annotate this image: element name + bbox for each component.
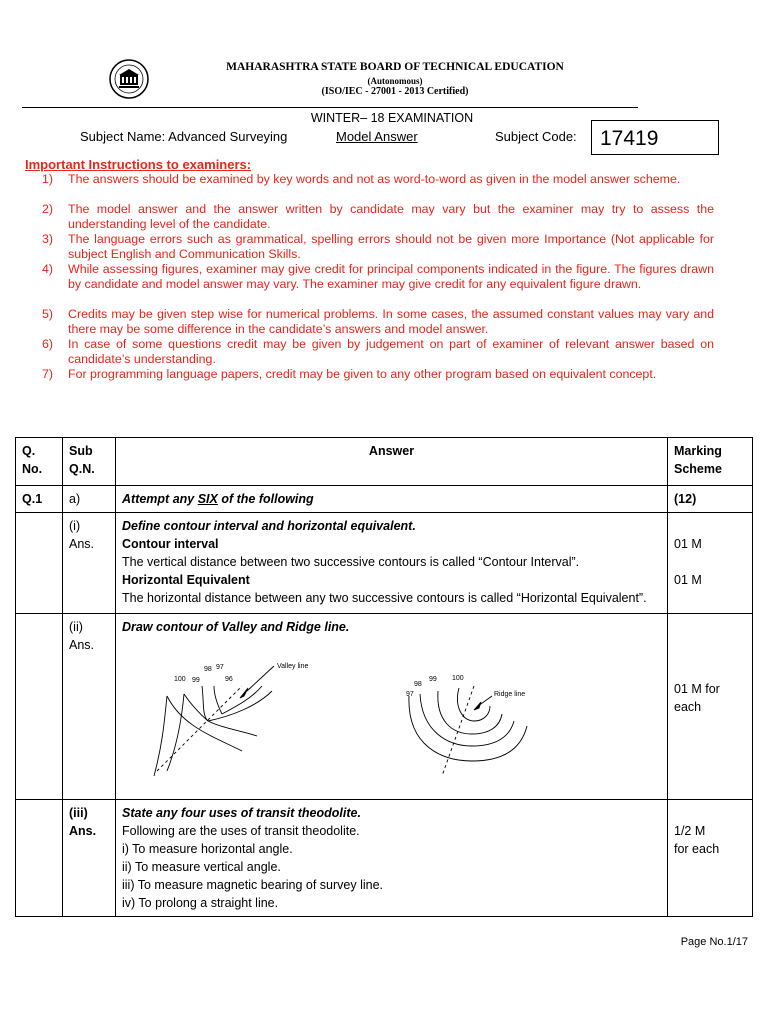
table-header-row [16,438,753,486]
header-text: Scheme [674,462,722,476]
iso-certification: (ISO/IEC - 27001 - 2013 Certified) [321,86,469,97]
answer-cell [116,614,668,800]
answer-header: Answer [116,438,668,486]
contour-line [208,691,272,721]
instruction-number: 4) [42,262,54,276]
instruction-item [42,337,714,367]
board-name: MAHARASHTRA STATE BOARD OF TECHNICAL EDUCATION [226,61,564,73]
instruction-emphasis: SIX [197,492,218,506]
instruction-item [42,232,714,262]
contour-label: 98 [414,681,422,688]
answer-cell [116,800,668,917]
table-row [16,513,753,614]
instruction-text: The answers should be examined by key words and not as word-to-word as given in the model answer scheme. [68,172,681,186]
instruction-number: 5) [42,307,54,321]
contour-label: 100 [452,675,464,682]
page-number: Page No.1/17 [680,936,748,948]
contour-line [457,688,490,721]
instruction-item [42,172,714,187]
instruction-item [42,367,714,382]
list-item: i) To measure horizontal angle. [122,842,293,856]
subject-code-label: Subject Code: [495,129,577,144]
header-text: Marking [674,444,722,458]
arrow-head [474,702,481,710]
instruction-number: 3) [42,232,54,246]
question-instruction [116,486,668,513]
mark-value: 01 M [674,537,702,551]
term-heading: Horizontal Equivalent [122,573,250,587]
sub-question [63,800,116,917]
sub-question [63,614,116,800]
contour-label: 97 [216,664,224,671]
valley-line-label: Valley line [277,663,309,670]
arrow-head [240,688,248,698]
term-heading: Contour interval [122,537,219,551]
instruction-text: The model answer and the answer written by candidate may vary but the examiner may try to assess the understanding level of the candidate. [68,202,714,231]
question-number [16,614,63,800]
instruction-text: For programming language papers, credit may be given to any other program based on equivalent concept. [68,367,657,381]
instruction-number: 6) [42,337,54,351]
mark-value: 1/2 M [674,824,706,838]
contour-figures [122,636,682,786]
answer-cell [116,513,668,614]
question-number [16,513,63,614]
valley-contour-figure [154,666,274,776]
list-item: iv) To prolong a straight line. [122,896,279,910]
intro-text: Following are the uses of transit theodolite. [122,824,360,838]
instruction-number: 2) [42,202,54,216]
instruction-item [42,262,714,292]
contour-label: 99 [429,676,437,683]
marks: (12) [668,486,753,513]
ans-label: Ans. [69,638,95,652]
instruction-number: 1) [42,172,54,186]
q-no-header [16,438,63,486]
instruction-item [42,202,714,232]
contour-line [154,696,167,776]
list-item: iii) To measure magnetic bearing of survey line. [122,878,384,892]
definition-text: The vertical distance between two successive contours is called “Contour Interval”. [122,555,580,569]
subject-name: Subject Name: Advanced Surveying [80,129,288,144]
question-number [16,800,63,917]
instruction-part: of the following [217,492,314,506]
mark-value: each [674,700,702,714]
header-text: Sub [69,444,93,458]
contour-label: 97 [406,691,414,698]
contour-label: 100 [174,676,186,683]
instruction-part: Attempt any [122,492,198,506]
instructions-title: Important Instructions to examiners: [25,157,252,172]
ans-label: Ans. [69,824,97,838]
marks [668,513,753,614]
mark-value: for each [674,842,720,856]
ridge-line-label: Ridge line [494,691,526,698]
header-text: No. [22,462,43,476]
sub-label: (iii) [69,806,88,820]
autonomous-label: (Autonomous) [367,76,423,86]
header-text: Q. [22,444,36,458]
sub-question [63,513,116,614]
instruction-text: The language errors such as grammatical, spelling errors should not be given more Importance (Not applicable for subject English and Communication Skills. [68,232,714,261]
sub-label: (ii) [69,620,83,634]
model-answer-label: Model Answer [336,129,418,144]
sub-label: (i) [69,519,81,533]
contour-line [222,686,262,714]
sub-qn-header [63,438,116,486]
marks [668,800,753,917]
instruction-text: While assessing figures, examiner may give credit for principal components indicated in the figure. The figures drawn by candidate and model answer may vary. The examiner may give credit for any equivalent figure drawn. [68,262,714,291]
ridge-line [442,686,474,776]
question-text: State any four uses of transit theodolite. [122,806,361,820]
mark-value: 01 M for [674,682,720,696]
table-row [16,614,753,800]
exam-title: WINTER– 18 EXAMINATION [310,111,474,125]
header-divider [22,107,638,108]
table-row [16,486,753,513]
board-logo [108,58,150,100]
question-text: Draw contour of Valley and Ridge line. [122,620,350,634]
ridge-contour-figure [409,686,527,776]
contour-label: 98 [204,666,212,673]
marking-scheme-header [668,438,753,486]
instruction-item [42,307,714,337]
mark-value: 01 M [674,573,702,587]
instruction-text: Credits may be given step wise for numerical problems. In some cases, the assumed constant values may vary and there may be some difference in the candidate’s answers and model answer. [68,307,714,336]
contour-line [409,696,527,761]
ans-label: Ans. [69,537,95,551]
question-number: Q.1 [16,486,63,513]
list-item: ii) To measure vertical angle. [122,860,281,874]
header-text: Q.N. [69,462,95,476]
table-row [16,800,753,917]
answer-table [15,437,753,917]
question-text: Define contour interval and horizontal equivalent. [122,519,416,533]
sub-question: a) [63,486,116,513]
contour-label: 96 [225,676,233,683]
definition-text: The horizontal distance between any two successive contours is called “Horizontal Equivalent”. [122,591,647,605]
instruction-text: In case of some questions credit may be given by judgement on part of examiner of relevant answer based on candidate’s understanding. [68,337,714,366]
contour-label: 99 [192,677,200,684]
instruction-number: 7) [42,367,54,381]
contour-line [167,694,184,771]
subject-code-value: 17419 [600,127,659,150]
